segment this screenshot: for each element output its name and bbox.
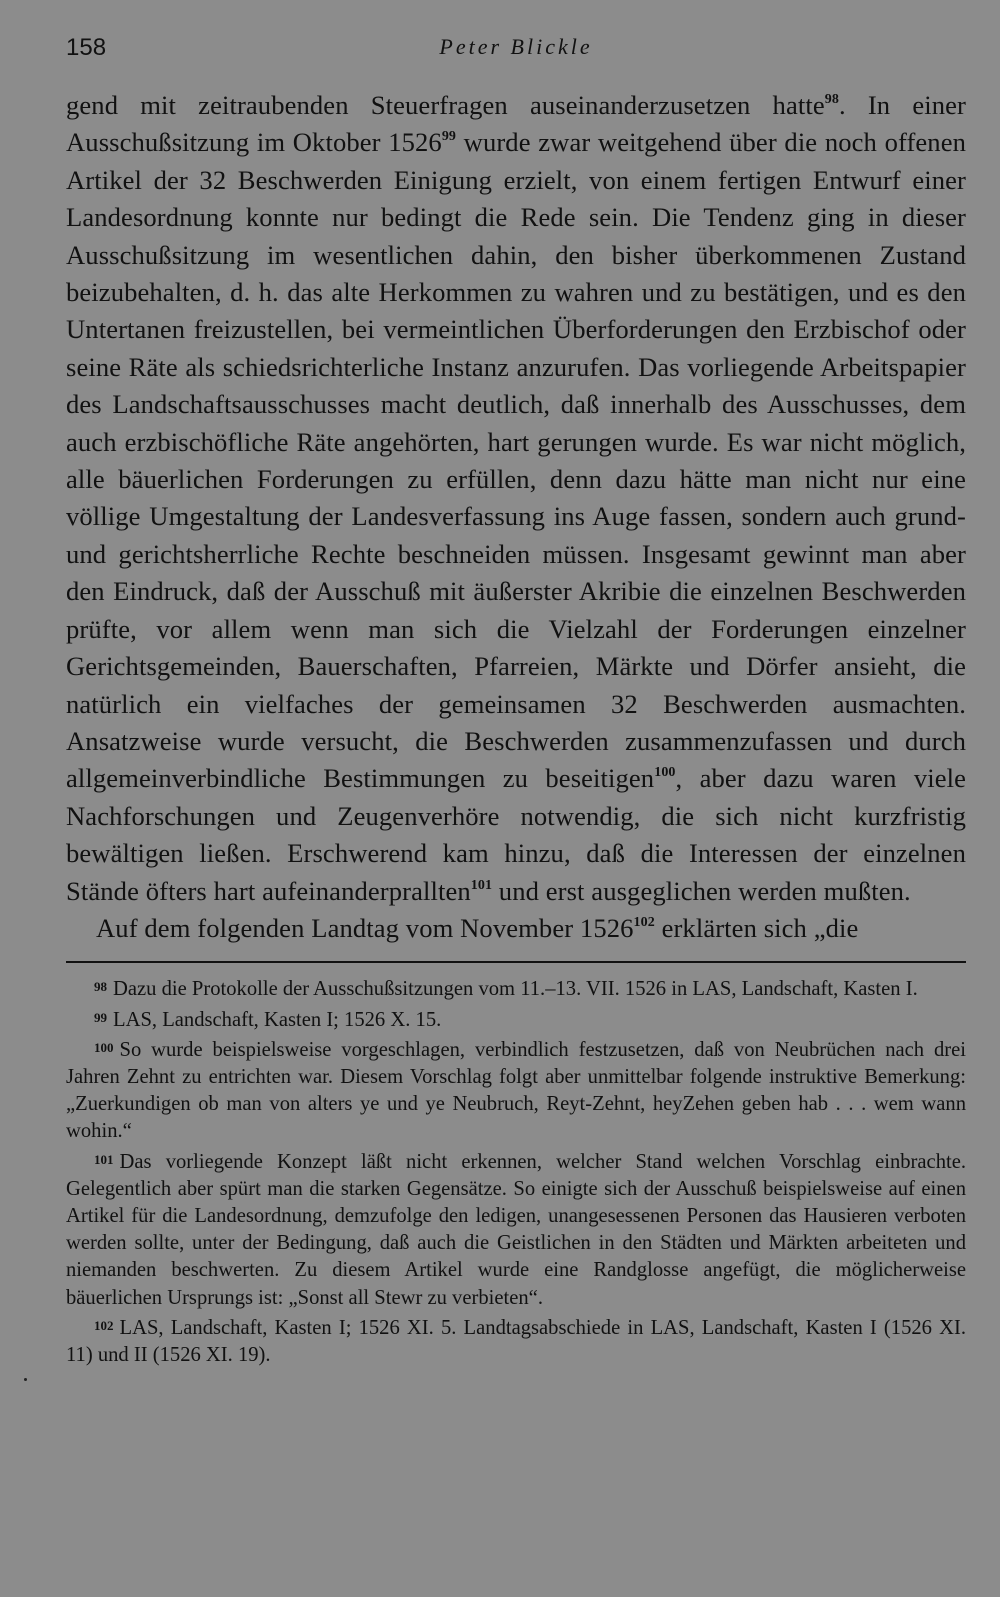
text-run: , aber dazu waren viele Nachforschungen und Zeugenverhöre notwendig, die sich nicht kurzfristig bewältigen ließen. Erschwerend kam hinzu, daß die Interessen der einzelnen Stände öfters hart aufeinanderprallten (66, 763, 967, 906)
page-number: 158 (66, 34, 107, 61)
scan-speck (24, 1378, 27, 1381)
footnote-number: 100 (94, 1039, 114, 1055)
footnote-text: LAS, Landschaft, Kasten I; 1526 XI. 5. Landtagsabschiede in LAS, Landschaft, Kasten I (1526 XI. 11) und II (1526 XI. 19). (66, 1316, 966, 1366)
text-run: wurde zwar weitgehend über die noch offenen Artikel der 32 Beschwerden Einigung erzielt, von einem fertigen Entwurf einer Landesordnung konnte nur bedingt die Rede sein. Die Tendenz ging in dieser Ausschußsitzung im wesentlichen dahin, den bisher überkommenen Zustand beizubehalten, d. h. das alte Herkommen zu wahren und zu bestätigen, und es den Untertanen freizustellen, bei vermeintlichen Überforderungen den Erzbischof oder seine Räte als schiedsrichterliche Instanz anzurufen. Das vorliegende Arbeitspapier des Landschaftsausschusses macht deutlich, daß innerhalb des Ausschusses, dem auch erzbischöfliche Räte angehörten, hart gerungen wurde. Es war nicht möglich, alle bäuerlichen Forderungen zu erfüllen, denn dazu hätte man nicht nur eine völlige Umgestaltung der Landesverfassung ins Auge fassen, sondern auch grund- und gerichtsherrliche Rechte beschneiden müssen. Insgesamt gewinnt man aber den Eindruck, daß der Ausschuß mit äußerster Akribie die einzelnen Beschwerden prüfte, vor allem wenn man sich die Vielzahl der Forderungen einzelner Gerichtsgemeinden, Bauerschaften, Pfarreien, Märkte und Dörfer ansieht, die natürlich ein vielfaches der gemeinsamen 32 Beschwerden ausmachten. Ansatzweise wurde versucht, die Beschwerden zusammenzufassen und durch allgemeinverbindliche Bestimmungen zu beseitigen (66, 127, 966, 794)
footnote-ref: 101 (470, 877, 493, 893)
body-paragraph (66, 910, 966, 947)
body-paragraph (66, 87, 966, 910)
footnote-text: Das vorliegende Konzept läßt nicht erkennen, welcher Stand welchen Vorschlag einbrachte. Gelegentlich aber spürt man die starken Gegensätze. So einigte sich der Ausschuß beispielsweise auf einen Artikel für die Landesordnung, demzufolge den ledigen, unangesessenen Personen das Hausieren verboten werden sollte, unter der Bedingung, daß auch die Geistlichen in den Städten und Märkten arbeiteten und niemanden beschwerten. Zu diesem Artikel wurde eine Randglosse angefügt, die möglicherweise bäuerlichen Ursprungs ist: „Sonst all Stewr zu verbieten“. (66, 1150, 966, 1309)
footnote-ref: 99 (441, 129, 457, 145)
footnote-number: 98 (94, 979, 107, 995)
running-header (66, 30, 966, 70)
footnote-text: Dazu die Protokolle der Ausschußsitzungen vom 11.–13. VII. 1526 in LAS, Landschaft, Kasten I. (113, 978, 918, 1001)
text-run: . In einer Ausschußsitzung im Oktober 1526 (66, 90, 966, 158)
text-run: Auf dem folgenden Landtag vom November 1526 (96, 912, 634, 943)
footnote-ref: 98 (824, 92, 839, 107)
main-text (66, 87, 966, 947)
footnote (66, 1312, 966, 1369)
footnotes (66, 973, 966, 1369)
footnote-text: So wurde beispielsweise vorgeschlagen, verbindlich festzusetzen, daß von Neubrüchen nach drei Jahren Zehnt zu entrichten war. Diesem Vorschlag folgt aber unmittelbar folgende instruktive Bemerkung: „Zuerkundigen ob man von alters ye und ye Neubruch, Reyt-Zehnt, heyZehen geben hab . . . wem wann wohin.“ (66, 1038, 966, 1143)
footnote-number: 99 (94, 1009, 107, 1025)
text-run: und erst ausgeglichen werden mußten. (492, 875, 911, 906)
book-page (66, 30, 966, 1369)
footnote-ref: 100 (654, 765, 676, 781)
footnote-number: 101 (94, 1151, 114, 1167)
footnote (66, 973, 966, 1003)
footnote (66, 1146, 966, 1312)
footnote-text: LAS, Landschaft, Kasten I; 1526 X. 15. (113, 1008, 442, 1031)
footnote (66, 1034, 966, 1146)
text-run: erklärten sich „die (654, 912, 859, 943)
footnote-divider (66, 961, 966, 963)
running-head-author: Peter Blickle (439, 34, 593, 59)
footnote-number: 102 (94, 1317, 114, 1333)
text-run: gend mit zeitraubenden Steuerfragen auseinanderzusetzen hatte (66, 90, 825, 120)
footnote-ref: 102 (633, 914, 655, 930)
footnote (66, 1004, 966, 1034)
